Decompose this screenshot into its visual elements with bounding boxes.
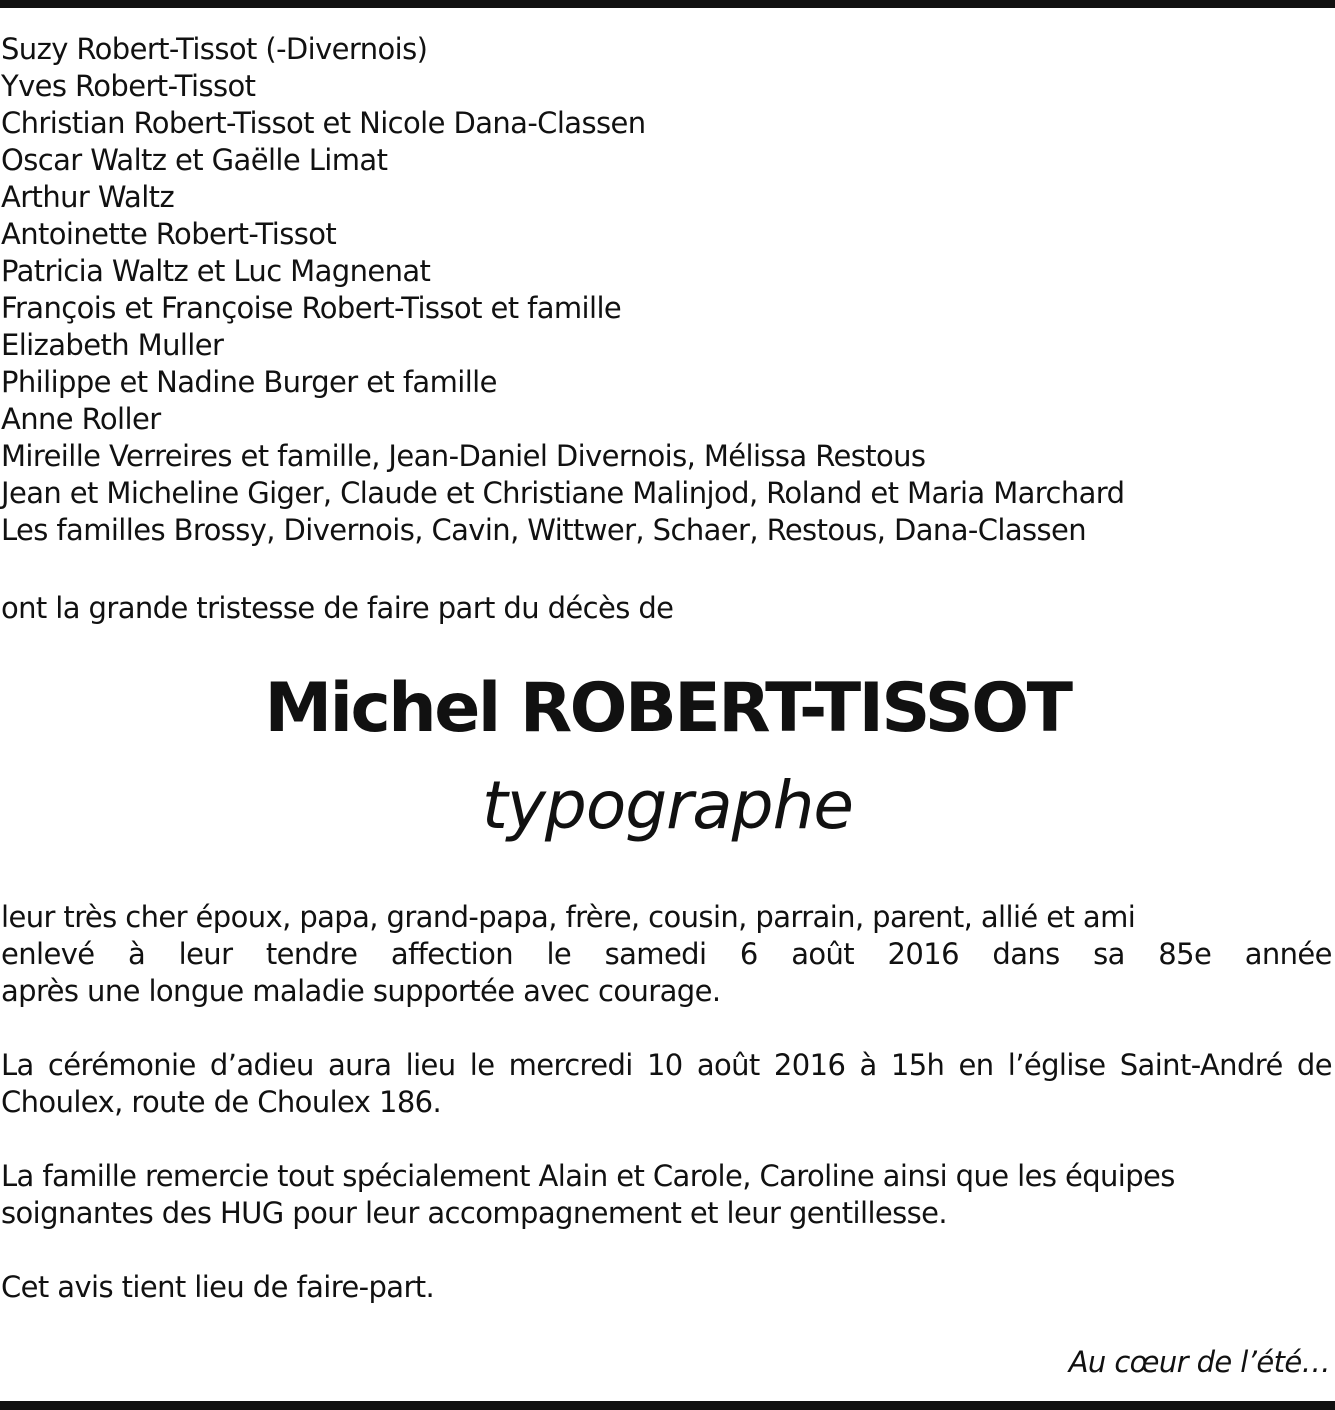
word: aura bbox=[327, 1048, 392, 1082]
word: cérémonie bbox=[47, 1048, 196, 1082]
word: à bbox=[859, 1048, 877, 1082]
family-list-item: Philippe et Nadine Burger et famille bbox=[1, 365, 497, 399]
family-list-item: Patricia Waltz et Luc Magnenat bbox=[1, 254, 431, 288]
family-list-item: Suzy Robert-Tissot (-Divernois) bbox=[1, 32, 428, 66]
family-list-item: Elizabeth Muller bbox=[1, 328, 224, 362]
word: lieu bbox=[405, 1048, 456, 1082]
word: 10 bbox=[646, 1048, 683, 1082]
word: à bbox=[127, 937, 146, 971]
word: de bbox=[1296, 1048, 1332, 1082]
relationship-paragraph bbox=[1, 899, 1332, 1010]
announcement-text: ont la grande tristesse de faire part du décès de bbox=[1, 591, 674, 625]
family-list-item: Antoinette Robert-Tissot bbox=[1, 217, 337, 251]
ceremony-paragraph bbox=[1, 1047, 1332, 1121]
closing-phrase: Au cœur de l’été… bbox=[1068, 1345, 1330, 1379]
ceremony-line-1 bbox=[1, 1047, 1332, 1084]
thanks-paragraph bbox=[1, 1158, 1332, 1232]
relationship-line-2 bbox=[1, 936, 1332, 973]
word: 2016 bbox=[887, 937, 959, 971]
word: 6 bbox=[739, 937, 758, 971]
word: La bbox=[1, 1048, 34, 1082]
word: août bbox=[696, 1048, 760, 1082]
word: mercredi bbox=[508, 1048, 633, 1082]
word: août bbox=[791, 937, 855, 971]
word: en bbox=[958, 1048, 994, 1082]
family-list-item: Les familles Brossy, Divernois, Cavin, Wittwer, Schaer, Restous, Dana-Classen bbox=[1, 513, 1087, 547]
family-list-item: Christian Robert-Tissot et Nicole Dana-Classen bbox=[1, 106, 646, 140]
word: affection bbox=[390, 937, 513, 971]
deceased-name: Michel ROBERT-TISSOT bbox=[264, 669, 1071, 748]
bottom-border-rule bbox=[0, 1401, 1335, 1410]
thanks-line-1: La famille remercie tout spécialement Alain et Carole, Caroline ainsi que les équipes bbox=[1, 1159, 1175, 1193]
word: 2016 bbox=[773, 1048, 846, 1082]
notice-paragraph bbox=[1, 1269, 1332, 1306]
relationship-line-1: leur très cher époux, papa, grand-papa, frère, cousin, parrain, parent, allié et ami bbox=[1, 900, 1136, 934]
notice-line: Cet avis tient lieu de faire-part. bbox=[1, 1270, 435, 1304]
word: l’église bbox=[1007, 1048, 1106, 1082]
thanks-line-2: soignantes des HUG pour leur accompagnement et leur gentillesse. bbox=[1, 1196, 948, 1230]
family-list-item: Yves Robert-Tissot bbox=[1, 69, 256, 103]
word: année bbox=[1244, 937, 1332, 971]
word: le bbox=[469, 1048, 495, 1082]
family-list-item: Oscar Waltz et Gaëlle Limat bbox=[1, 143, 388, 177]
family-list bbox=[1, 31, 1124, 549]
word: enlevé bbox=[1, 937, 95, 971]
word: tendre bbox=[265, 937, 358, 971]
word: le bbox=[546, 937, 572, 971]
family-list-item: Anne Roller bbox=[1, 402, 161, 436]
word: dans bbox=[992, 937, 1060, 971]
word: sa bbox=[1093, 937, 1125, 971]
family-list-item: Jean et Micheline Giger, Claude et Christiane Malinjod, Roland et Maria Marchard bbox=[1, 476, 1125, 510]
relationship-line-3: après une longue maladie supportée avec courage. bbox=[1, 974, 721, 1008]
word: 15h bbox=[890, 1048, 945, 1082]
word: leur bbox=[178, 937, 233, 971]
word: samedi bbox=[604, 937, 707, 971]
family-list-item: Mireille Verreires et famille, Jean-Daniel Divernois, Mélissa Restous bbox=[1, 439, 926, 473]
word: Saint-André bbox=[1119, 1048, 1283, 1082]
top-border-rule bbox=[0, 0, 1335, 8]
word: d’adieu bbox=[209, 1048, 314, 1082]
family-list-item: François et Françoise Robert-Tissot et famille bbox=[1, 291, 622, 325]
family-list-item: Arthur Waltz bbox=[1, 180, 175, 214]
deceased-profession: typographe bbox=[481, 767, 853, 844]
ceremony-line-2: Choulex, route de Choulex 186. bbox=[1, 1085, 442, 1119]
word: 85e bbox=[1158, 937, 1212, 971]
